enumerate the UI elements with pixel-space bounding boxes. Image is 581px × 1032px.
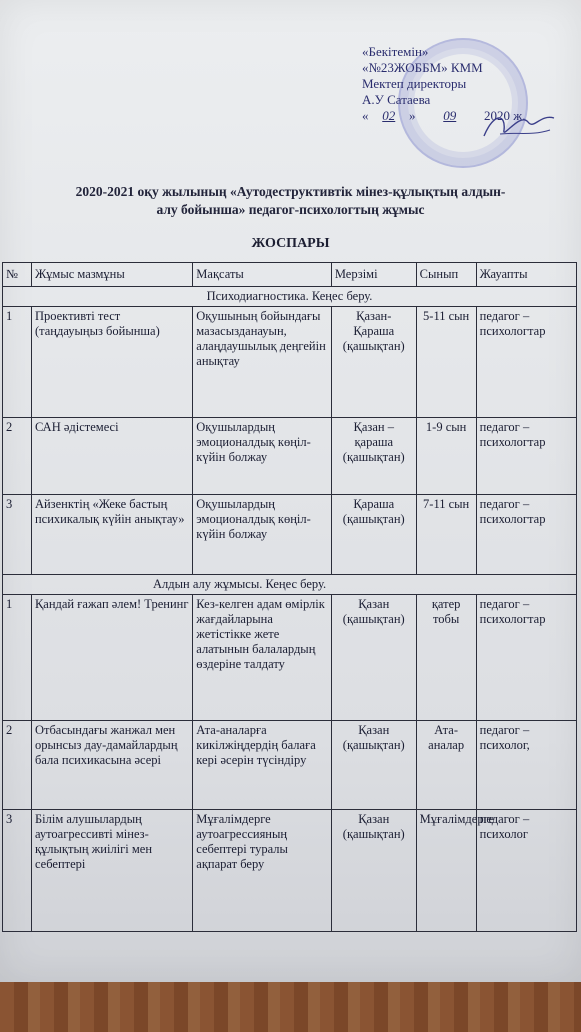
cell-goal: Оқушының бойындағы мазасызданауын, алаңдаушылық деңгейін анықтау (193, 307, 332, 418)
approval-block (362, 44, 572, 124)
cell-term: Қазан – қараша (қашықтан) (331, 418, 416, 495)
cell-class: 7-11 сын (416, 495, 476, 575)
cell-responsible: педагог – психолог, (476, 721, 576, 810)
cell-term: Қазан (қашықтан) (331, 721, 416, 810)
plan-table (2, 262, 577, 932)
cell-term: Қазан- Қараша (қашықтан) (331, 307, 416, 418)
cell-class: Ата-аналар (416, 721, 476, 810)
date-open-quote: « (362, 108, 369, 123)
title-line-2: алу бойынша» педагог-психологтың жұмыс (156, 202, 425, 217)
table-row (3, 307, 577, 418)
table-header-row (3, 263, 577, 287)
header-term: Мерзімі (331, 263, 416, 287)
director-signature (480, 106, 560, 146)
cell-content: Айзенктің «Жеке бастың психикалық күйін анықтау» (31, 495, 192, 575)
cell-goal: Ата-аналарға кикілжіңдердің балаға кері әсерін түсіндіру (193, 721, 332, 810)
table-row (3, 810, 577, 932)
section-title: Психодиагностика. Кеңес беру. (3, 287, 577, 307)
header-class: Сынып (416, 263, 476, 287)
cell-content: Білім алушылардың аутоагрессивті мінез-құлықтың жиілігі мен себептері (31, 810, 192, 932)
cell-number: 2 (3, 721, 32, 810)
cell-responsible: педагог – психологтар (476, 307, 576, 418)
cell-goal: Оқушылардың эмоционалдық көңіл-күйін болжау (193, 495, 332, 575)
cell-class: 1-9 сын (416, 418, 476, 495)
cell-number: 1 (3, 307, 32, 418)
header-goal: Мақсаты (193, 263, 332, 287)
cell-content: Қандай ғажап әлем! Тренинг (31, 595, 192, 721)
section-row-prevention (3, 575, 577, 595)
plan-heading: ЖОСПАРЫ (251, 236, 330, 251)
document-title (0, 183, 581, 219)
cell-content: САН әдістемесі (31, 418, 192, 495)
cell-content: Отбасындағы жанжал мен орынсыз дау-дамайлардың бала психикасына әсері (31, 721, 192, 810)
table-row (3, 495, 577, 575)
cell-content: Проективті тест (таңдауыңыз бойынша) (31, 307, 192, 418)
date-day: 02 (382, 108, 396, 123)
header-content: Жұмыс мазмұны (31, 263, 192, 287)
section-title: Алдын алу жұмысы. Кеңес беру. (3, 575, 577, 595)
cell-responsible: педагог – психолог (476, 810, 576, 932)
table-row (3, 595, 577, 721)
date-year: 2020 ж. (484, 108, 526, 123)
cell-term: Қазан (қашықтан) (331, 595, 416, 721)
date-month: 09 (443, 108, 457, 123)
cell-term: Қараша (қашықтан) (331, 495, 416, 575)
cell-number: 2 (3, 418, 32, 495)
approval-line-4: А.У Сатаева (362, 92, 431, 107)
cell-goal: Кез-келген адам өмірлік жағдайларына жетістікке жете алатынын балалардың өздеріне талдату (193, 595, 332, 721)
table-surface (0, 982, 581, 1032)
cell-responsible: педагог – психологтар (476, 418, 576, 495)
table-row (3, 721, 577, 810)
approval-line-2: «№23ЖОББМ» КММ (362, 60, 483, 75)
cell-number: 1 (3, 595, 32, 721)
approval-line-1: «Бекітемін» (362, 44, 429, 59)
cell-goal: Мұғалімдерге аутоагрессияның себептері туралы ақпарат беру (193, 810, 332, 932)
cell-class: Мұғалімдерге (416, 810, 476, 932)
cell-number: 3 (3, 810, 32, 932)
cell-number: 3 (3, 495, 32, 575)
cell-term: Қазан (қашықтан) (331, 810, 416, 932)
header-responsible: Жауапты (476, 263, 576, 287)
date-close-quote: » (409, 108, 416, 123)
cell-goal: Оқушылардың эмоционалдық көңіл-күйін болжау (193, 418, 332, 495)
cell-responsible: педагог – психологтар (476, 595, 576, 721)
section-row-diagnostics (3, 287, 577, 307)
cell-class: 5-11 сын (416, 307, 476, 418)
header-number: № (3, 263, 32, 287)
approval-line-3: Мектеп директоры (362, 76, 467, 91)
title-line-1: 2020-2021 оқу жылының «Аутодеструктивтік мінез-құлықтың алдын- (75, 184, 506, 199)
table-row (3, 418, 577, 495)
cell-class: қатер тобы (416, 595, 476, 721)
cell-responsible: педагог – психологтар (476, 495, 576, 575)
